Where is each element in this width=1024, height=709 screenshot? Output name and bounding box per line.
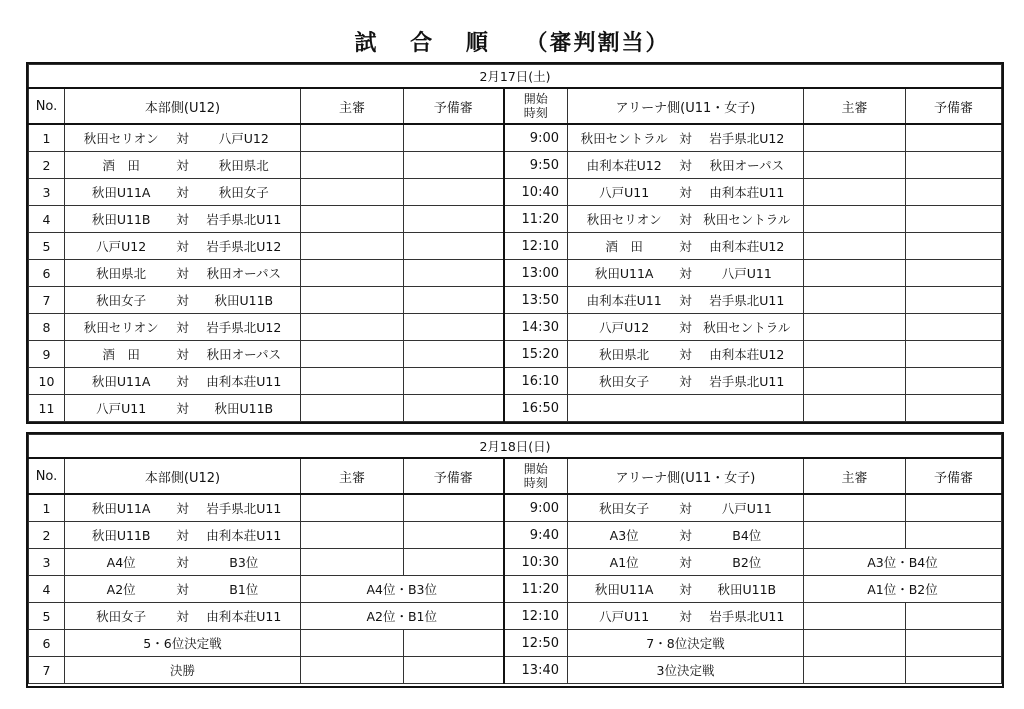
arena-match xyxy=(568,233,804,260)
arena-chief-cell xyxy=(804,179,906,206)
team-right: 秋田オーパス xyxy=(709,158,784,173)
match-row xyxy=(29,314,1002,341)
match-row xyxy=(29,233,1002,260)
hq-chief-cell xyxy=(301,341,404,368)
arena-reserve-cell xyxy=(906,657,1002,684)
match-no: 1 xyxy=(29,124,65,152)
match-row xyxy=(29,287,1002,314)
match-no: 7 xyxy=(29,657,65,684)
arena-chief-cell xyxy=(804,260,906,287)
match-row xyxy=(29,206,1002,233)
team-left: 八戸U11 xyxy=(96,401,147,416)
vs-label: 対 xyxy=(679,212,692,227)
team-left: 八戸U12 xyxy=(599,320,650,335)
team-right: 秋田U11B xyxy=(214,293,274,308)
match-no: 9 xyxy=(29,341,65,368)
arena-match xyxy=(568,549,804,576)
title-subtitle: （審判割当） xyxy=(525,31,670,56)
team-left: 秋田セリオン xyxy=(586,212,662,227)
team-right: 由利本荘U12 xyxy=(709,239,785,254)
team-right: 岩手県北U11 xyxy=(709,374,785,389)
team-right: 岩手県北U12 xyxy=(206,320,282,335)
arena-chief-cell xyxy=(804,152,906,179)
header-hq: 本部側(U12) xyxy=(65,458,301,494)
arena-reserve-cell xyxy=(906,152,1002,179)
arena-match-single: 3位決定戦 xyxy=(568,657,804,684)
title-char-3: 順 xyxy=(465,31,490,56)
header-start-time xyxy=(504,88,568,124)
vs-label: 対 xyxy=(176,212,189,227)
arena-reserve-cell xyxy=(906,314,1002,341)
vs-label: 対 xyxy=(679,320,692,335)
hq-match xyxy=(65,124,301,152)
hq-chief-cell xyxy=(301,233,404,260)
match-row xyxy=(29,576,1002,603)
hq-reserve-cell xyxy=(404,206,504,233)
match-row xyxy=(29,395,1002,422)
hq-match xyxy=(65,179,301,206)
start-time: 9:40 xyxy=(504,522,568,549)
hq-chief-cell xyxy=(301,314,404,341)
hq-reserve-cell xyxy=(404,522,504,549)
match-row xyxy=(29,341,1002,368)
hq-reserve-cell xyxy=(404,395,504,422)
team-left: 八戸U11 xyxy=(599,185,650,200)
header-reserve: 予備審 xyxy=(404,458,504,494)
arena-reserve-cell xyxy=(906,124,1002,152)
vs-label: 対 xyxy=(176,158,189,173)
match-no: 3 xyxy=(29,179,65,206)
day1-table xyxy=(28,64,1002,422)
team-right: 秋田セントラル xyxy=(703,212,791,227)
hq-chief-cell xyxy=(301,179,404,206)
vs-label: 対 xyxy=(176,131,189,146)
header-row xyxy=(29,458,1002,494)
match-no: 4 xyxy=(29,206,65,233)
match-no: 2 xyxy=(29,522,65,549)
match-row xyxy=(29,179,1002,206)
hq-chief-cell xyxy=(301,657,404,684)
start-time: 12:50 xyxy=(504,630,568,657)
start-time: 14:30 xyxy=(504,314,568,341)
hq-match xyxy=(65,494,301,522)
team-left: 秋田U11A xyxy=(594,266,654,281)
hq-chief-cell xyxy=(301,206,404,233)
arena-match xyxy=(568,494,804,522)
team-right: 岩手県北U11 xyxy=(206,501,282,516)
team-right: 岩手県北U11 xyxy=(709,609,785,624)
team-left: 秋田女子 xyxy=(599,374,650,389)
hq-match xyxy=(65,522,301,549)
team-right: 岩手県北U11 xyxy=(206,212,282,227)
hq-chief-cell xyxy=(301,368,404,395)
match-no: 5 xyxy=(29,233,65,260)
vs-label: 対 xyxy=(176,374,189,389)
arena-chief-cell xyxy=(804,522,906,549)
match-row xyxy=(29,260,1002,287)
team-left: 秋田U11A xyxy=(91,185,151,200)
arena-referees: A3位・B4位 xyxy=(804,549,1002,576)
hq-reserve-cell xyxy=(404,341,504,368)
arena-match xyxy=(568,287,804,314)
match-row xyxy=(29,368,1002,395)
team-right: B1位 xyxy=(229,582,259,597)
vs-label: 対 xyxy=(176,609,189,624)
header-no: No. xyxy=(29,88,65,124)
match-row xyxy=(29,152,1002,179)
arena-reserve-cell xyxy=(906,179,1002,206)
team-left: 秋田県北 xyxy=(599,347,650,362)
hq-reserve-cell xyxy=(404,287,504,314)
match-no: 6 xyxy=(29,630,65,657)
vs-label: 対 xyxy=(679,528,692,543)
match-no: 8 xyxy=(29,314,65,341)
day1-schedule xyxy=(26,62,1004,424)
hq-chief-cell xyxy=(301,549,404,576)
match-row xyxy=(29,603,1002,630)
hq-match xyxy=(65,395,301,422)
hq-reserve-cell xyxy=(404,233,504,260)
start-time: 9:00 xyxy=(504,494,568,522)
team-right: 岩手県北U12 xyxy=(206,239,282,254)
hq-chief-cell xyxy=(301,522,404,549)
hq-chief-cell xyxy=(301,260,404,287)
team-left: 八戸U12 xyxy=(96,239,147,254)
team-right: 岩手県北U12 xyxy=(709,131,785,146)
header-chief: 主審 xyxy=(301,88,404,124)
header-chief: 主審 xyxy=(804,88,906,124)
vs-label: 対 xyxy=(176,582,189,597)
team-left: 秋田セントラル xyxy=(580,131,668,146)
hq-match xyxy=(65,576,301,603)
arena-chief-cell xyxy=(804,494,906,522)
arena-chief-cell xyxy=(804,206,906,233)
vs-label: 対 xyxy=(176,501,189,516)
team-right: 秋田県北 xyxy=(218,158,269,173)
hq-chief-cell xyxy=(301,395,404,422)
arena-reserve-cell xyxy=(906,233,1002,260)
hq-reserve-cell xyxy=(404,260,504,287)
date-label: 2月17日(土) xyxy=(29,65,1002,89)
team-right: 八戸U12 xyxy=(218,131,269,146)
match-no: 10 xyxy=(29,368,65,395)
start-time: 9:50 xyxy=(504,152,568,179)
team-right: 八戸U11 xyxy=(721,501,772,516)
header-time-line2: 時刻 xyxy=(523,106,548,120)
team-right: 秋田オーパス xyxy=(206,266,281,281)
header-reserve: 予備審 xyxy=(906,458,1002,494)
team-left: 秋田U11B xyxy=(91,212,151,227)
team-right: 八戸U11 xyxy=(721,266,772,281)
team-right: 秋田U11B xyxy=(717,582,777,597)
team-right: 岩手県北U11 xyxy=(709,293,785,308)
start-time: 13:40 xyxy=(504,657,568,684)
start-time: 12:10 xyxy=(504,603,568,630)
team-left: 由利本荘U12 xyxy=(586,158,662,173)
start-time: 11:20 xyxy=(504,576,568,603)
match-no: 1 xyxy=(29,494,65,522)
hq-reserve-cell xyxy=(404,368,504,395)
arena-reserve-cell xyxy=(906,603,1002,630)
hq-match-single: 5・6位決定戦 xyxy=(65,630,301,657)
arena-reserve-cell xyxy=(906,260,1002,287)
arena-reserve-cell xyxy=(906,522,1002,549)
arena-chief-cell xyxy=(804,630,906,657)
start-time: 16:50 xyxy=(504,395,568,422)
match-row xyxy=(29,549,1002,576)
team-right: B3位 xyxy=(229,555,259,570)
arena-chief-cell xyxy=(804,368,906,395)
hq-match xyxy=(65,260,301,287)
hq-referees: A4位・B3位 xyxy=(301,576,504,603)
team-right: 由利本荘U11 xyxy=(206,374,282,389)
match-row xyxy=(29,124,1002,152)
arena-chief-cell xyxy=(804,603,906,630)
title-char-1: 試 xyxy=(354,31,379,56)
hq-match xyxy=(65,287,301,314)
hq-reserve-cell xyxy=(404,124,504,152)
arena-match xyxy=(568,260,804,287)
start-time: 13:00 xyxy=(504,260,568,287)
match-no: 5 xyxy=(29,603,65,630)
match-row xyxy=(29,630,1002,657)
team-left: A3位 xyxy=(609,528,639,543)
arena-chief-cell xyxy=(804,287,906,314)
hq-reserve-cell xyxy=(404,152,504,179)
hq-reserve-cell xyxy=(404,179,504,206)
header-reserve: 予備審 xyxy=(404,88,504,124)
vs-label: 対 xyxy=(679,501,692,516)
match-no: 6 xyxy=(29,260,65,287)
vs-label: 対 xyxy=(679,266,692,281)
team-right: 秋田セントラル xyxy=(703,320,791,335)
arena-reserve-cell xyxy=(906,341,1002,368)
header-time-line1: 開始 xyxy=(523,462,548,476)
team-left: 酒 田 xyxy=(605,239,643,254)
team-right: B2位 xyxy=(732,555,762,570)
start-time: 10:40 xyxy=(504,179,568,206)
vs-label: 対 xyxy=(679,131,692,146)
arena-match xyxy=(568,152,804,179)
team-right: 由利本荘U11 xyxy=(206,609,282,624)
vs-label: 対 xyxy=(679,239,692,254)
header-reserve: 予備審 xyxy=(906,88,1002,124)
arena-match xyxy=(568,314,804,341)
date-row xyxy=(29,65,1002,89)
arena-match xyxy=(568,576,804,603)
header-start-time xyxy=(504,458,568,494)
start-time: 9:00 xyxy=(504,124,568,152)
team-left: 秋田セリオン xyxy=(83,320,159,335)
match-row xyxy=(29,522,1002,549)
arena-chief-cell xyxy=(804,341,906,368)
arena-reserve-cell xyxy=(906,206,1002,233)
arena-match xyxy=(568,603,804,630)
hq-reserve-cell xyxy=(404,630,504,657)
vs-label: 対 xyxy=(679,293,692,308)
title-char-2: 合 xyxy=(410,31,435,56)
team-left: 秋田県北 xyxy=(96,266,147,281)
arena-chief-cell xyxy=(804,124,906,152)
team-right: 由利本荘U11 xyxy=(206,528,282,543)
start-time: 15:20 xyxy=(504,341,568,368)
arena-match xyxy=(568,341,804,368)
hq-match xyxy=(65,341,301,368)
day2-table xyxy=(28,434,1002,684)
team-left: 秋田女子 xyxy=(96,293,147,308)
arena-reserve-cell xyxy=(906,368,1002,395)
hq-chief-cell xyxy=(301,287,404,314)
arena-match-empty xyxy=(568,395,804,422)
team-left: A2位 xyxy=(106,582,136,597)
vs-label: 対 xyxy=(176,401,189,416)
vs-label: 対 xyxy=(679,555,692,570)
hq-match xyxy=(65,206,301,233)
team-left: 由利本荘U11 xyxy=(586,293,662,308)
team-left: 秋田女子 xyxy=(96,609,147,624)
hq-match xyxy=(65,152,301,179)
hq-chief-cell xyxy=(301,152,404,179)
arena-chief-cell xyxy=(804,657,906,684)
team-right: B4位 xyxy=(732,528,762,543)
match-row xyxy=(29,657,1002,684)
date-row xyxy=(29,435,1002,459)
vs-label: 対 xyxy=(679,582,692,597)
match-no: 7 xyxy=(29,287,65,314)
day2-schedule xyxy=(26,432,1004,688)
arena-reserve-cell xyxy=(906,395,1002,422)
match-no: 3 xyxy=(29,549,65,576)
team-right: 由利本荘U11 xyxy=(709,185,785,200)
arena-match xyxy=(568,522,804,549)
page-title xyxy=(0,26,1024,57)
team-left: 酒 田 xyxy=(102,158,140,173)
hq-reserve-cell xyxy=(404,549,504,576)
vs-label: 対 xyxy=(679,374,692,389)
team-right: 由利本荘U12 xyxy=(709,347,785,362)
match-row xyxy=(29,494,1002,522)
start-time: 16:10 xyxy=(504,368,568,395)
start-time: 11:20 xyxy=(504,206,568,233)
team-left: 秋田女子 xyxy=(599,501,650,516)
arena-reserve-cell xyxy=(906,287,1002,314)
arena-match xyxy=(568,368,804,395)
team-left: 秋田U11A xyxy=(594,582,654,597)
hq-reserve-cell xyxy=(404,314,504,341)
team-left: 八戸U11 xyxy=(599,609,650,624)
match-no: 11 xyxy=(29,395,65,422)
arena-match xyxy=(568,124,804,152)
team-left: 秋田U11A xyxy=(91,374,151,389)
header-chief: 主審 xyxy=(804,458,906,494)
vs-label: 対 xyxy=(176,239,189,254)
header-no: No. xyxy=(29,458,65,494)
start-time: 13:50 xyxy=(504,287,568,314)
date-label: 2月18日(日) xyxy=(29,435,1002,459)
header-arena: アリーナ側(U11・女子) xyxy=(568,458,804,494)
hq-chief-cell xyxy=(301,494,404,522)
vs-label: 対 xyxy=(679,347,692,362)
vs-label: 対 xyxy=(176,320,189,335)
arena-match xyxy=(568,179,804,206)
team-right: 秋田女子 xyxy=(218,185,269,200)
header-time-line2: 時刻 xyxy=(523,476,548,490)
vs-label: 対 xyxy=(679,185,692,200)
start-time: 10:30 xyxy=(504,549,568,576)
hq-reserve-cell xyxy=(404,657,504,684)
team-left: 秋田U11A xyxy=(91,501,151,516)
match-no: 2 xyxy=(29,152,65,179)
arena-reserve-cell xyxy=(906,630,1002,657)
vs-label: 対 xyxy=(679,609,692,624)
vs-label: 対 xyxy=(176,555,189,570)
header-hq: 本部側(U12) xyxy=(65,88,301,124)
team-left: A1位 xyxy=(609,555,639,570)
team-right: 秋田オーパス xyxy=(206,347,281,362)
team-left: 酒 田 xyxy=(102,347,140,362)
arena-referees: A1位・B2位 xyxy=(804,576,1002,603)
match-no: 4 xyxy=(29,576,65,603)
header-arena: アリーナ側(U11・女子) xyxy=(568,88,804,124)
arena-reserve-cell xyxy=(906,494,1002,522)
arena-match xyxy=(568,206,804,233)
hq-reserve-cell xyxy=(404,494,504,522)
hq-match xyxy=(65,233,301,260)
start-time: 12:10 xyxy=(504,233,568,260)
vs-label: 対 xyxy=(176,528,189,543)
hq-match xyxy=(65,368,301,395)
vs-label: 対 xyxy=(176,293,189,308)
vs-label: 対 xyxy=(176,266,189,281)
arena-chief-cell xyxy=(804,314,906,341)
header-row xyxy=(29,88,1002,124)
arena-match-single: 7・8位決定戦 xyxy=(568,630,804,657)
header-time-line1: 開始 xyxy=(523,92,548,106)
vs-label: 対 xyxy=(176,185,189,200)
arena-chief-cell xyxy=(804,395,906,422)
team-left: A4位 xyxy=(106,555,136,570)
team-right: 秋田U11B xyxy=(214,401,274,416)
hq-referees: A2位・B1位 xyxy=(301,603,504,630)
team-left: 秋田U11B xyxy=(91,528,151,543)
header-chief: 主審 xyxy=(301,458,404,494)
hq-match xyxy=(65,314,301,341)
hq-chief-cell xyxy=(301,124,404,152)
hq-match xyxy=(65,603,301,630)
hq-match xyxy=(65,549,301,576)
hq-chief-cell xyxy=(301,630,404,657)
vs-label: 対 xyxy=(176,347,189,362)
arena-chief-cell xyxy=(804,233,906,260)
hq-match-single: 決勝 xyxy=(65,657,301,684)
vs-label: 対 xyxy=(679,158,692,173)
team-left: 秋田セリオン xyxy=(83,131,159,146)
